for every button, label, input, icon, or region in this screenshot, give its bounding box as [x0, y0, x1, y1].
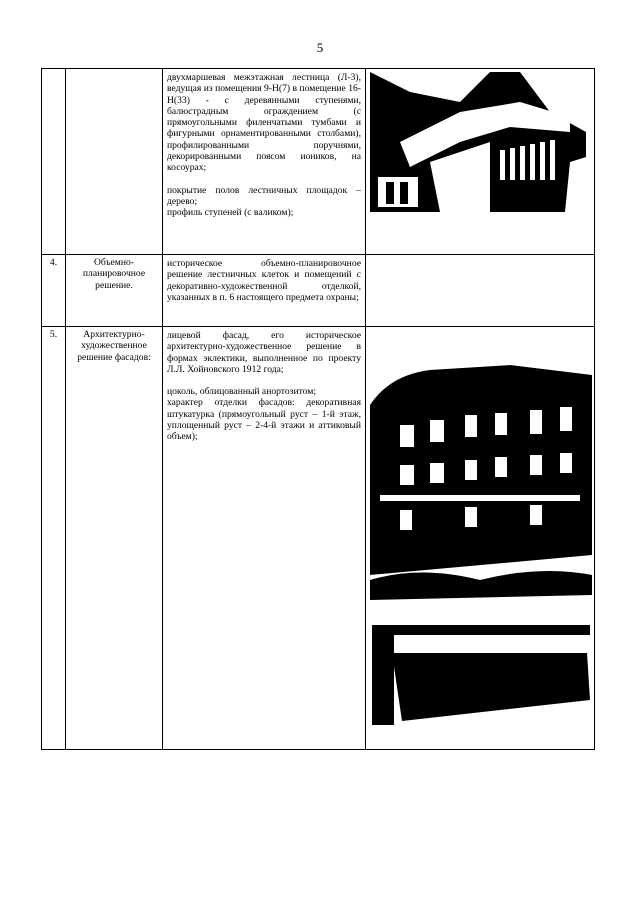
facade-photo [370, 365, 592, 613]
row-name: Архитектурно-художественное решение фасадов: [66, 327, 163, 750]
page-number: 5 [316, 40, 324, 55]
description-paragraph: лицевой фасад, его историческое архитектурно-художественное решение в формах эклектики, выполненное по проекту Л.Л. Хойновского 1912 года; [167, 330, 361, 375]
description-paragraph: покрытие полов лестничных площадок – дерево; профиль ступеней (с валиком); [167, 184, 361, 219]
row-number: 4. [42, 255, 66, 327]
plinth-photo [372, 625, 590, 725]
table-row [42, 69, 595, 255]
description-paragraph: историческое объемно-планировочное решение лестничных клеток и помещений с декоративно-художественной отделкой, указанных в п. 6 настоящего предмета охраны; [167, 258, 361, 303]
table-row [42, 255, 595, 327]
row-number: 5. [42, 327, 66, 750]
row-photos [366, 255, 595, 327]
row-number [42, 69, 66, 255]
row-name [66, 69, 163, 255]
row-photos [366, 69, 595, 255]
description-paragraph: цоколь, облицованный анортозитом; характер отделки фасадов: декоративная штукатурка (прямоугольный руст – 1-й этаж, уплощенный руст – 2-4-й этажи и аттиковый объем); [167, 386, 361, 443]
description-paragraph: двухмаршевая межэтажная лестница (Л-3), ведущая из помещения 9-Н(7) в помещение 16-Н(33) - с деревянными ступенями, балюстрадным ограждением (с прямоугольными филенчатыми тумбами и фигурными орнаментированными столбами), профилированными поручнями, декорированными поясом иоников, на косоурах; [167, 72, 361, 174]
table-row [42, 327, 595, 750]
staircase-photo [370, 72, 586, 212]
protection-subject-table [41, 68, 595, 750]
row-description [163, 327, 366, 750]
row-description [163, 69, 366, 255]
row-name: Объемно-планировочное решение. [66, 255, 163, 327]
row-photos [366, 327, 595, 750]
row-description [163, 255, 366, 327]
